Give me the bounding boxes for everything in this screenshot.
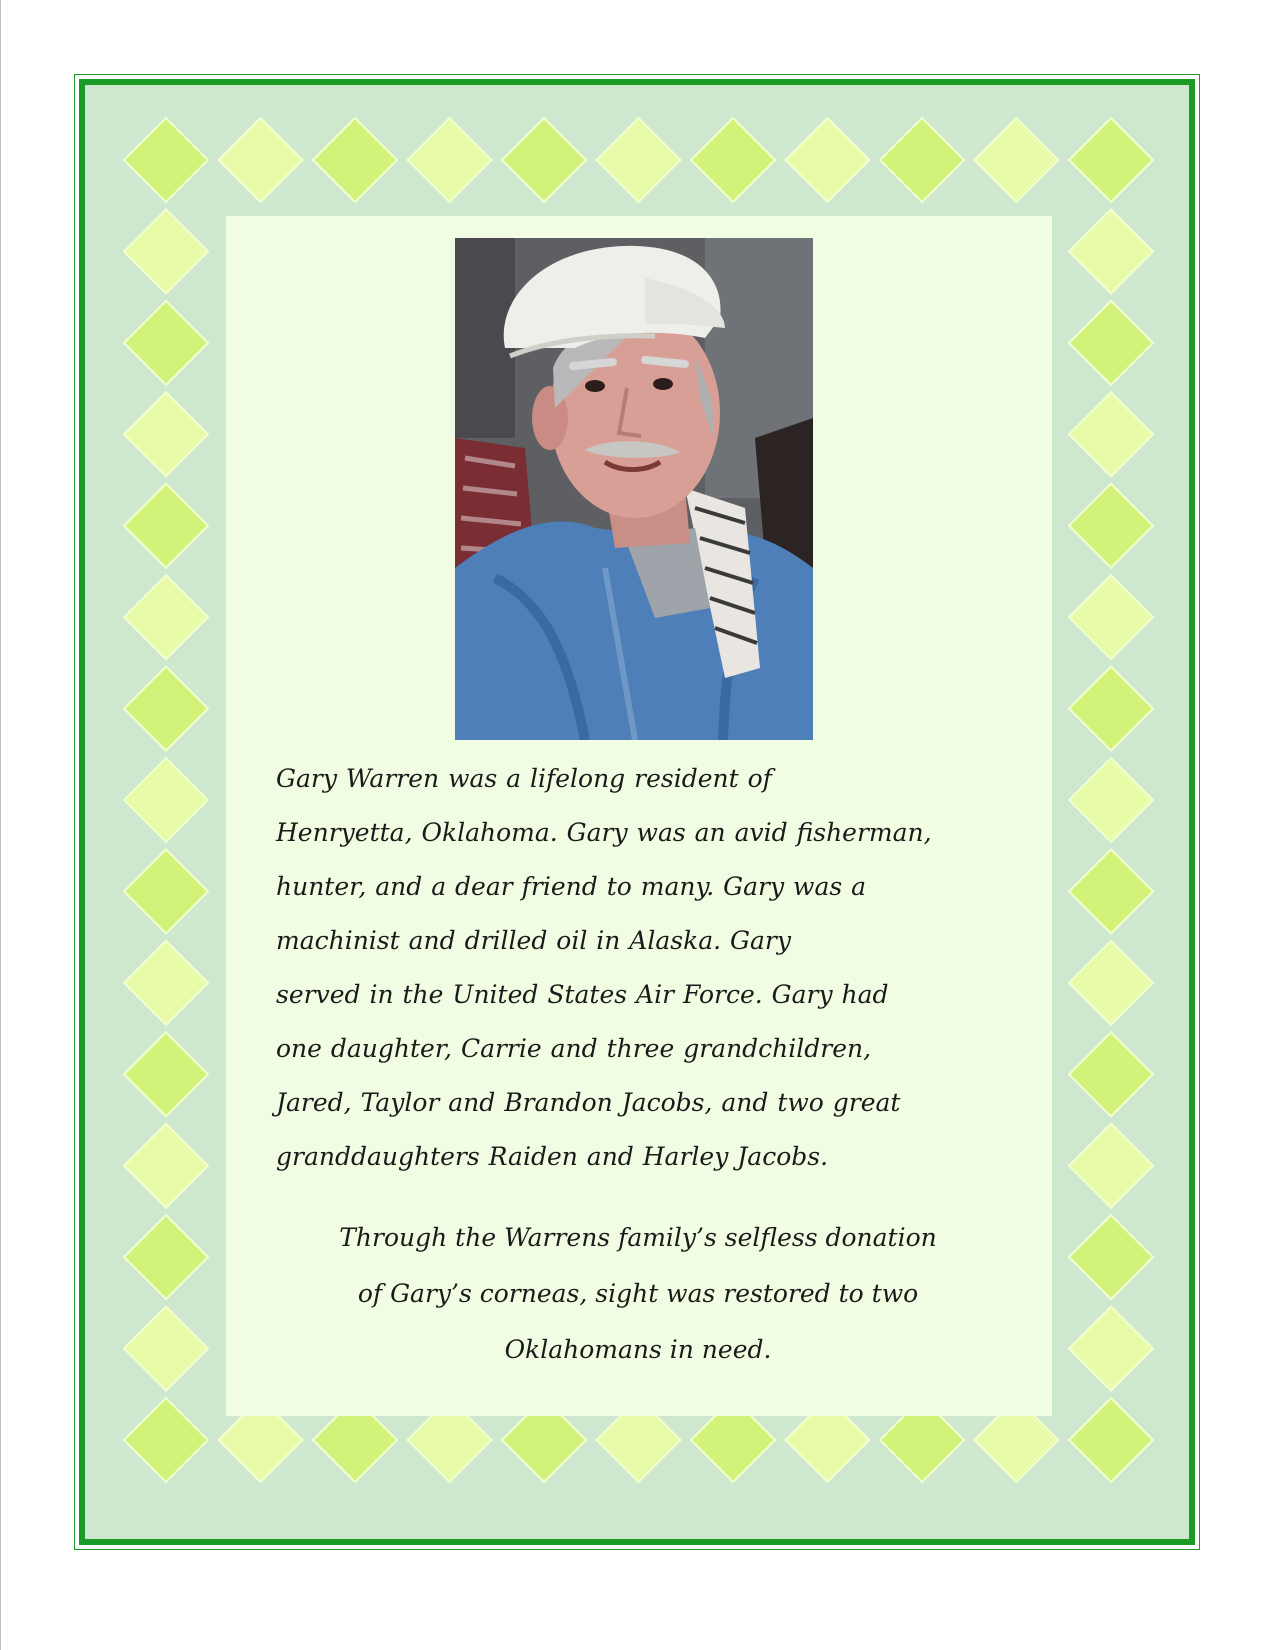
tribute-line: Oklahomans in need. (504, 1335, 772, 1364)
bio-line: Henryetta, Oklahoma. Gary was an avid fisherman, (276, 818, 932, 847)
bio-line: one daughter, Carrie and three grandchildren, (276, 1034, 872, 1063)
bio-line: granddaughters Raiden and Harley Jacobs. (276, 1142, 829, 1171)
biography-text (276, 752, 1016, 1184)
tribute-line: Through the Warrens family’s selfless donation (339, 1223, 937, 1252)
bio-line: served in the United States Air Force. Gary had (276, 980, 889, 1009)
portrait-illustration (455, 238, 813, 740)
bio-line: Jared, Taylor and Brandon Jacobs, and two great (276, 1088, 901, 1117)
bio-line: Gary Warren was a lifelong resident of (276, 764, 772, 793)
bio-line: hunter, and a dear friend to many. Gary was a (276, 872, 867, 901)
bio-line: machinist and drilled oil in Alaska. Gary (276, 926, 791, 955)
cornea-donation-tribute (262, 1210, 1014, 1378)
portrait-photo (455, 238, 813, 740)
page-edge-line (0, 0, 1, 1650)
tribute-line: of Gary’s corneas, sight was restored to two (357, 1279, 919, 1308)
